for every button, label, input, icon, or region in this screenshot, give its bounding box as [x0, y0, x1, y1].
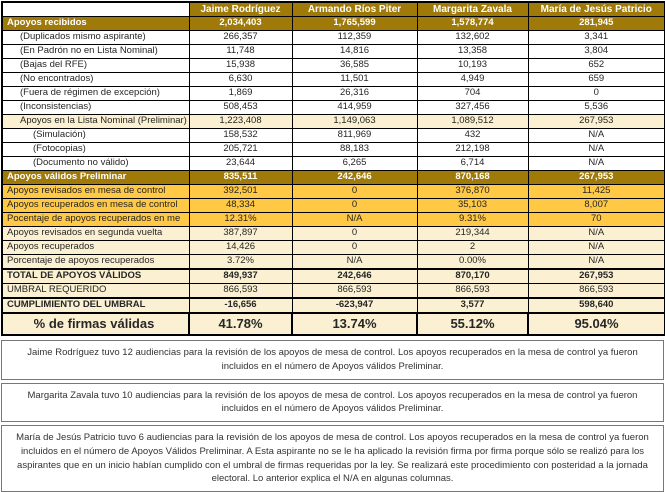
row-label: Apoyos recuperados en mesa de control	[2, 199, 189, 213]
value-cell: 3,577	[417, 298, 528, 313]
value-cell: 652	[528, 59, 665, 73]
value-cell: 112,359	[292, 31, 417, 45]
row-label: (Fotocopias)	[2, 143, 189, 157]
value-cell: -623,947	[292, 298, 417, 313]
value-cell: 849,937	[189, 269, 292, 284]
column-header-maria-de-jesus-patricio: María de Jesús Patricio	[528, 2, 665, 17]
value-cell: 598,640	[528, 298, 665, 313]
column-header-armando-rios-piter: Armando Ríos Piter	[292, 2, 417, 17]
value-cell: 0	[292, 241, 417, 255]
value-cell: 508,453	[189, 101, 292, 115]
value-cell: 242,646	[292, 171, 417, 185]
column-header-jaime-rodriguez: Jaime Rodríguez	[189, 2, 292, 17]
value-cell: 13.74%	[292, 313, 417, 335]
value-cell: 414,959	[292, 101, 417, 115]
value-cell: 866,593	[528, 284, 665, 299]
table-row	[2, 313, 665, 335]
value-cell: 704	[417, 87, 528, 101]
table-row	[2, 143, 665, 157]
value-cell: 48,334	[189, 199, 292, 213]
row-label: Apoyos en la Lista Nominal (Preliminar)	[2, 115, 189, 129]
value-cell: 1,578,774	[417, 17, 528, 31]
value-cell: 866,593	[292, 284, 417, 299]
table-row	[2, 269, 665, 284]
value-cell: 387,897	[189, 227, 292, 241]
row-label: Apoyos recibidos	[2, 17, 189, 31]
table-row	[2, 31, 665, 45]
value-cell: 2,034,403	[189, 17, 292, 31]
value-cell: 267,953	[528, 115, 665, 129]
value-cell: 70	[528, 213, 665, 227]
value-cell: 1,223,408	[189, 115, 292, 129]
value-cell: 0.00%	[417, 255, 528, 270]
note-jaime-rodriguez: Jaime Rodríguez tuvo 12 audiencias para la revisión de los apoyos de mesa de control. Los apoyos recuperados en la mesa de control ya fueron incluidos en el número de Apoyos válidos Preliminar.	[1, 340, 664, 380]
value-cell: 0	[292, 185, 417, 199]
signatures-validation-table	[1, 1, 665, 336]
value-cell: N/A	[528, 157, 665, 171]
value-cell: 55.12%	[417, 313, 528, 335]
value-cell: 866,593	[189, 284, 292, 299]
value-cell: 659	[528, 73, 665, 87]
value-cell: 376,870	[417, 185, 528, 199]
table-row	[2, 213, 665, 227]
value-cell: 10,193	[417, 59, 528, 73]
value-cell: 870,170	[417, 269, 528, 284]
value-cell: 0	[292, 199, 417, 213]
value-cell: N/A	[528, 227, 665, 241]
table-row	[2, 157, 665, 171]
value-cell: 41.78%	[189, 313, 292, 335]
row-label: (Fuera de régimen de excepción)	[2, 87, 189, 101]
value-cell: N/A	[528, 129, 665, 143]
value-cell: 432	[417, 129, 528, 143]
notes-section	[1, 340, 664, 492]
table-body	[2, 17, 665, 336]
row-label: Porcentaje de apoyos recuperados	[2, 255, 189, 270]
table-header-row	[2, 2, 665, 17]
row-label: (En Padrón no en Lista Nominal)	[2, 45, 189, 59]
table-row	[2, 284, 665, 299]
row-label: Apoyos revisados en segunda vuelta	[2, 227, 189, 241]
row-label: (No encontrados)	[2, 73, 189, 87]
row-label: (Simulación)	[2, 129, 189, 143]
value-cell: 266,357	[189, 31, 292, 45]
value-cell: 23,644	[189, 157, 292, 171]
table-row	[2, 73, 665, 87]
row-label: (Documento no válido)	[2, 157, 189, 171]
value-cell: 15,938	[189, 59, 292, 73]
value-cell: 2	[417, 241, 528, 255]
value-cell: 6,714	[417, 157, 528, 171]
value-cell: 267,953	[528, 269, 665, 284]
value-cell: 5,536	[528, 101, 665, 115]
value-cell: -16,656	[189, 298, 292, 313]
row-label: UMBRAL REQUERIDO	[2, 284, 189, 299]
value-cell: 392,501	[189, 185, 292, 199]
row-label: % de firmas válidas	[2, 313, 189, 335]
value-cell: 3,341	[528, 31, 665, 45]
value-cell: 14,816	[292, 45, 417, 59]
value-cell: 12.31%	[189, 213, 292, 227]
corner-cell	[2, 2, 189, 17]
row-label: (Duplicados mismo aspirante)	[2, 31, 189, 45]
value-cell: 88,183	[292, 143, 417, 157]
table-row	[2, 255, 665, 270]
row-label: Pocentaje de apoyos recuperados en me	[2, 213, 189, 227]
table-row	[2, 17, 665, 31]
value-cell: 1,765,599	[292, 17, 417, 31]
value-cell: 327,456	[417, 101, 528, 115]
value-cell: 267,953	[528, 171, 665, 185]
value-cell: 11,748	[189, 45, 292, 59]
value-cell: 132,602	[417, 31, 528, 45]
value-cell: 1,869	[189, 87, 292, 101]
value-cell: 3,804	[528, 45, 665, 59]
table-row	[2, 87, 665, 101]
table-row	[2, 171, 665, 185]
row-label: Apoyos recuperados	[2, 241, 189, 255]
value-cell: 1,149,063	[292, 115, 417, 129]
value-cell: 35,103	[417, 199, 528, 213]
value-cell: 1,089,512	[417, 115, 528, 129]
value-cell: 13,358	[417, 45, 528, 59]
table-row	[2, 115, 665, 129]
value-cell: 26,316	[292, 87, 417, 101]
value-cell: 870,168	[417, 171, 528, 185]
row-label: TOTAL DE APOYOS VÁLIDOS	[2, 269, 189, 284]
row-label: Apoyos válidos Preliminar	[2, 171, 189, 185]
value-cell: 212,198	[417, 143, 528, 157]
note-margarita-zavala: Margarita Zavala tuvo 10 audiencias para la revisión de los apoyos de mesa de control. Los apoyos recuperados en la mesa de control ya fueron incluidos en el número de Apoyos válidos Preliminar.	[1, 383, 664, 423]
value-cell: 0	[528, 87, 665, 101]
value-cell: N/A	[292, 255, 417, 270]
value-cell: 242,646	[292, 269, 417, 284]
table-row	[2, 101, 665, 115]
value-cell: 205,721	[189, 143, 292, 157]
value-cell: 866,593	[417, 284, 528, 299]
value-cell: N/A	[292, 213, 417, 227]
table-row	[2, 45, 665, 59]
table-row	[2, 185, 665, 199]
value-cell: 8,007	[528, 199, 665, 213]
value-cell: 95.04%	[528, 313, 665, 335]
value-cell: 219,344	[417, 227, 528, 241]
value-cell: 281,945	[528, 17, 665, 31]
value-cell: 6,265	[292, 157, 417, 171]
value-cell: 4,949	[417, 73, 528, 87]
table-row	[2, 241, 665, 255]
table-row	[2, 59, 665, 73]
value-cell: 36,585	[292, 59, 417, 73]
value-cell: 6,630	[189, 73, 292, 87]
note-maria-de-jesus-patricio: María de Jesús Patricio tuvo 6 audiencias para la revisión de los apoyos de mesa de control. Los apoyos recuperados en la mesa de control ya fueron incluidos en el número de Apoyos Válidos Preliminar. A Esta aspirante no se le ha aplicado la revisión firma por firma porque sólo se realizó para los aspirantes que en un inicio habían cumplido con el umbral de firmas requeridas por la ley. Se realizará este procedimiento con posteridad a la jornada electoral. Lo anterior explica el N/A en algunas columnas.	[1, 425, 664, 492]
table-row	[2, 129, 665, 143]
report-page	[0, 1, 665, 485]
row-label: (Inconsistencias)	[2, 101, 189, 115]
row-label: CUMPLIMIENTO DEL UMBRAL	[2, 298, 189, 313]
value-cell: N/A	[528, 241, 665, 255]
column-header-margarita-zavala: Margarita Zavala	[417, 2, 528, 17]
value-cell: 11,425	[528, 185, 665, 199]
table-row	[2, 199, 665, 213]
value-cell: 158,532	[189, 129, 292, 143]
value-cell: 9.31%	[417, 213, 528, 227]
value-cell: 14,426	[189, 241, 292, 255]
row-label: (Bajas del RFE)	[2, 59, 189, 73]
value-cell: 11,501	[292, 73, 417, 87]
table-row	[2, 298, 665, 313]
value-cell: N/A	[528, 143, 665, 157]
value-cell: N/A	[528, 255, 665, 270]
value-cell: 811,969	[292, 129, 417, 143]
value-cell: 0	[292, 227, 417, 241]
row-label: Apoyos revisados en mesa de control	[2, 185, 189, 199]
table-row	[2, 227, 665, 241]
value-cell: 3.72%	[189, 255, 292, 270]
value-cell: 835,511	[189, 171, 292, 185]
